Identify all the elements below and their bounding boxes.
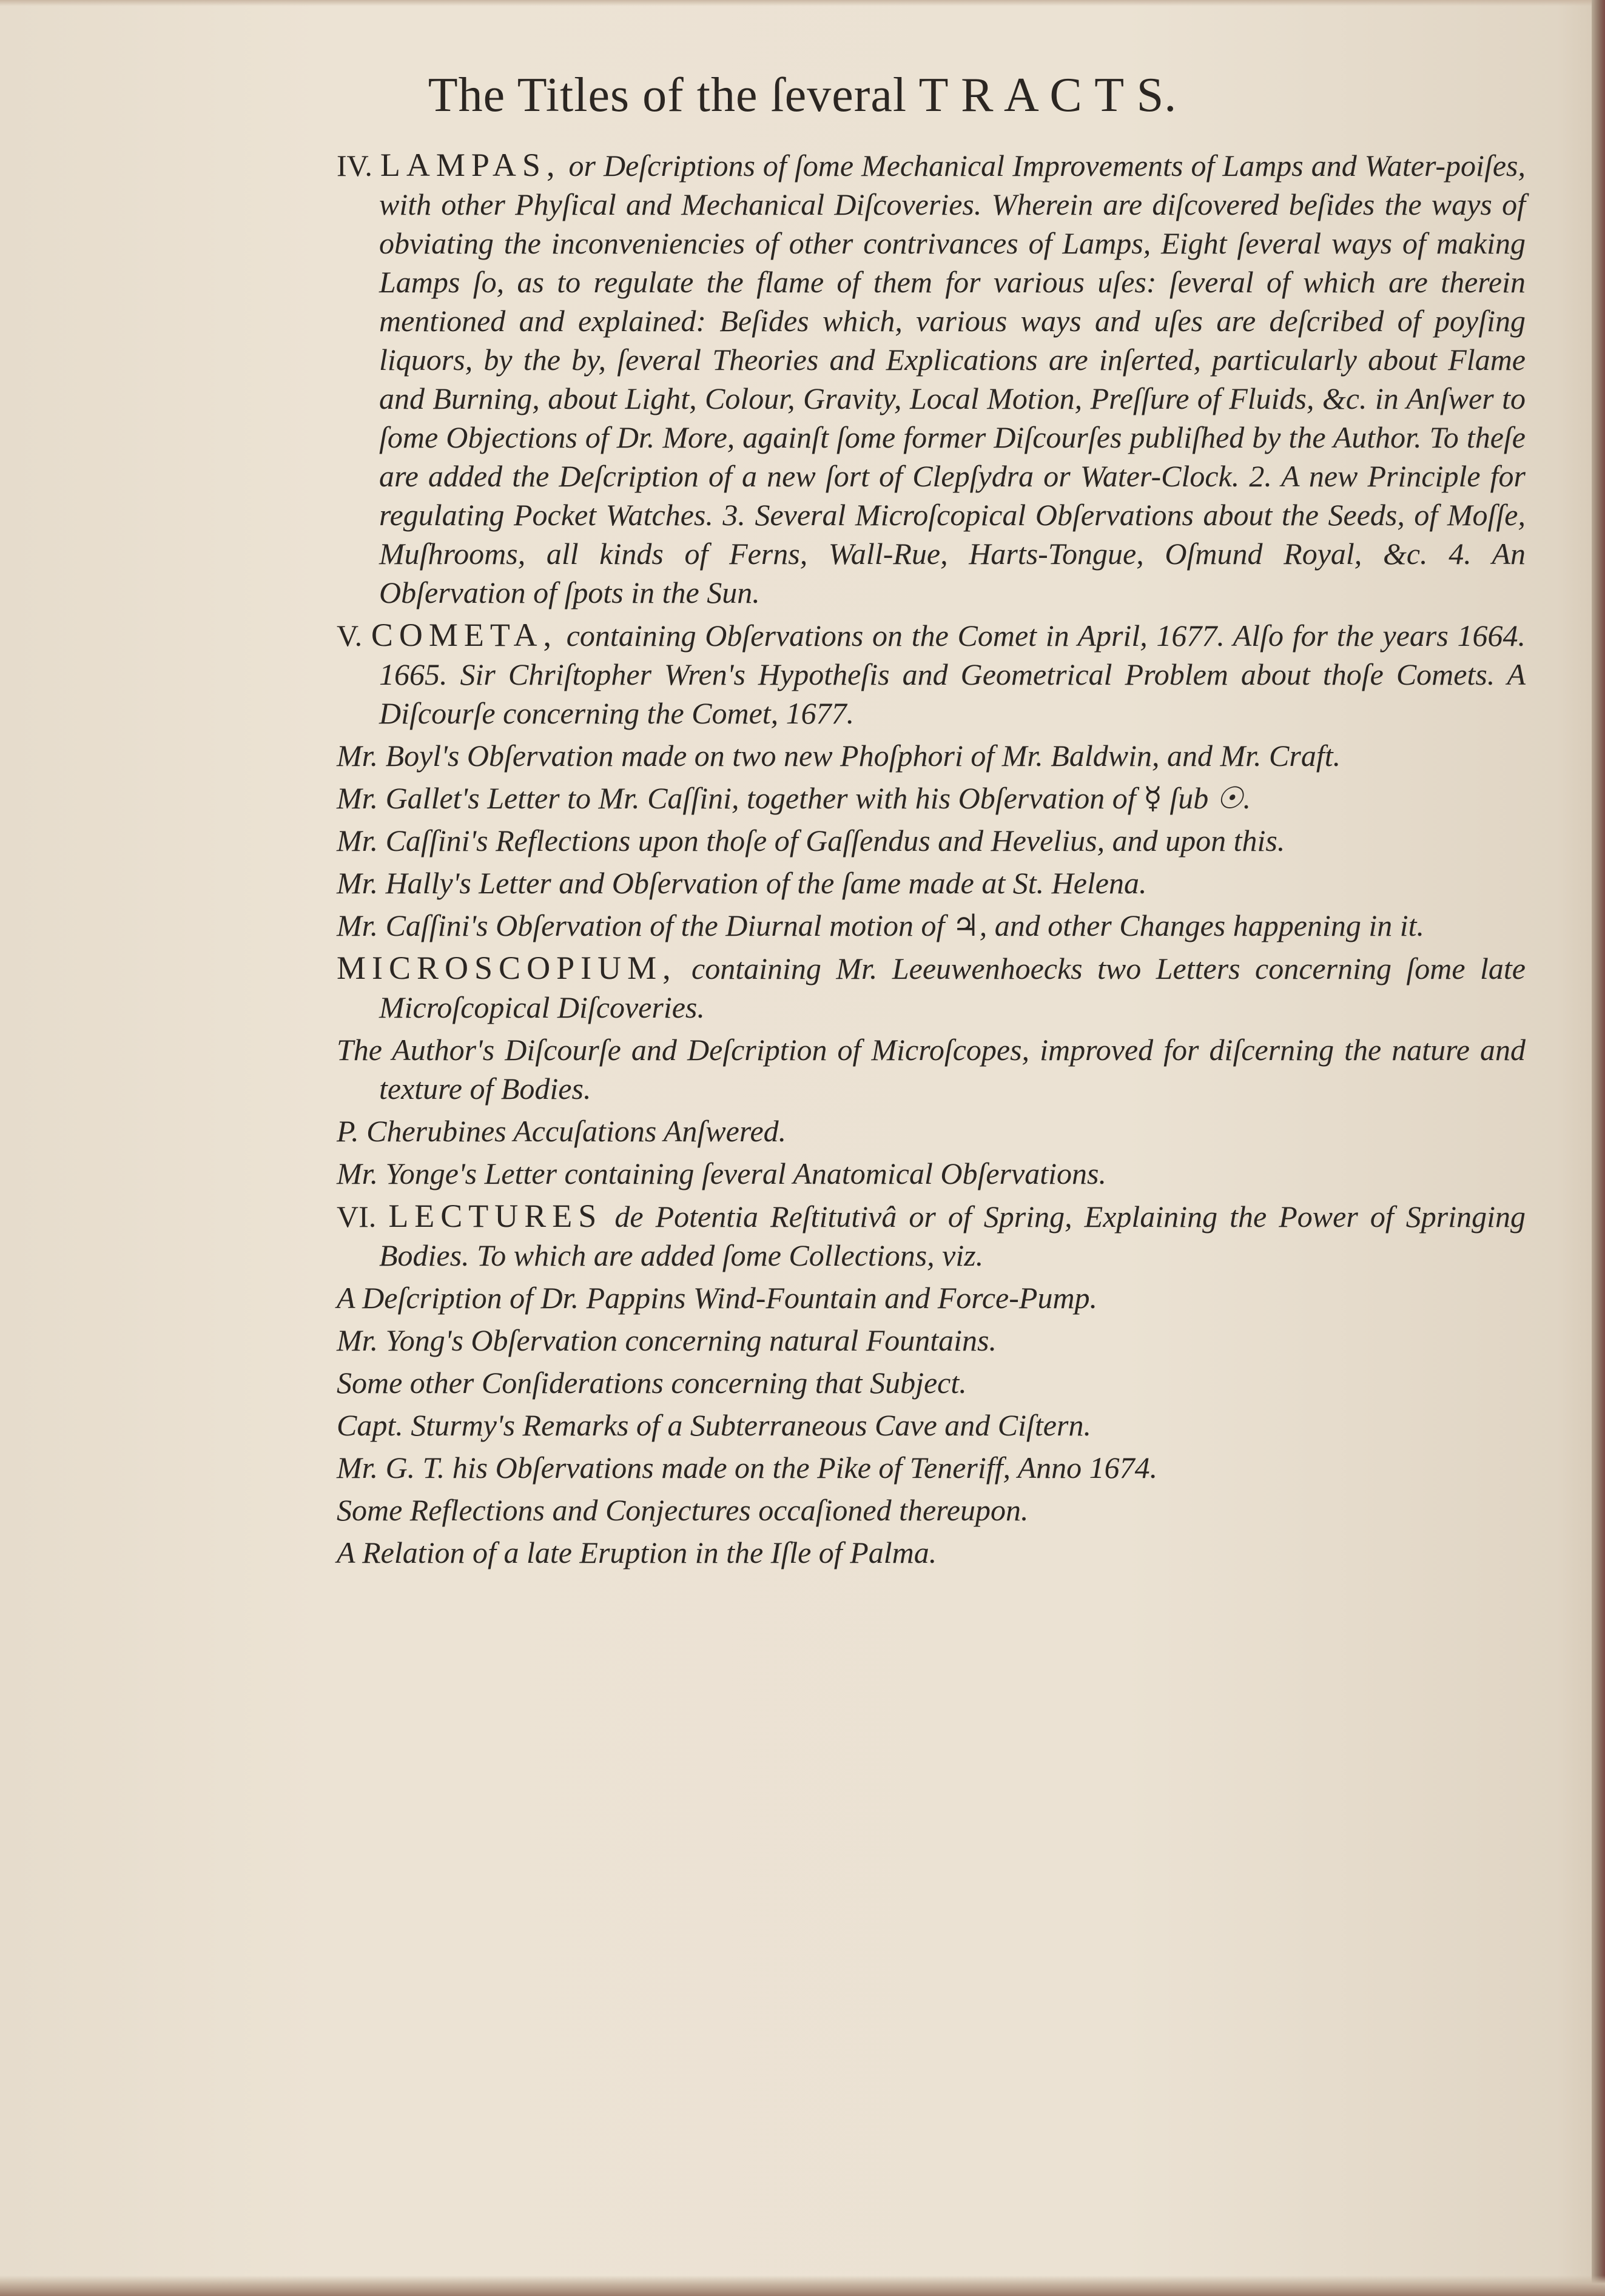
tract-entry xyxy=(337,736,1526,775)
tract-entry xyxy=(337,864,1526,902)
entry-text: containing Mr. Leeuwenhoecks two Letters concerning ſome late Microſcopical Diſcoveries. xyxy=(379,952,1526,1024)
page-top-edge xyxy=(0,0,1605,6)
tract-entry xyxy=(337,146,1526,612)
tract-entry xyxy=(337,779,1526,817)
entry-heading: LAMPAS, xyxy=(380,147,561,183)
entry-number: V. xyxy=(337,619,363,653)
entry-number: IV. xyxy=(337,149,372,183)
tract-entry xyxy=(337,1363,1526,1402)
tract-entry xyxy=(337,1197,1526,1275)
entry-text: Mr. Caſſini's Obſervation of the Diurnal motion of ♃, and other Changes happening in it. xyxy=(337,908,1424,942)
entry-text: Mr. Yonge's Letter containing ſeveral Anatomical Obſervations. xyxy=(337,1156,1106,1190)
entry-text: containing Obſervations on the Comet in April, 1677. Alſo for the years 1664. 1665. Sir Chriſtopher Wren's Hypotheſis and Geometrical Problem about thoſe Comets. A Diſcourſe concerning the Comet, 1677. xyxy=(379,619,1526,730)
tract-entry xyxy=(337,821,1526,860)
entry-text: Some other Conſiderations concerning that Subject. xyxy=(337,1366,967,1400)
page-title: The Titles of the ſeveral T R A C T S. xyxy=(428,69,1177,122)
entry-text: Mr. Gallet's Letter to Mr. Caſſini, together with his Obſervation of ☿ ſub ☉. xyxy=(337,781,1251,815)
entry-text: A Relation of a late Eruption in the Iſle of Palma. xyxy=(337,1536,937,1569)
entry-text: The Author's Diſcourſe and Deſcription of Microſcopes, improved for diſcerning the nature and texture of Bodies. xyxy=(337,1033,1526,1106)
entry-text: Some Reflections and Conjectures occaſioned thereupon. xyxy=(337,1493,1029,1527)
tract-entry xyxy=(337,1321,1526,1360)
entry-text: A Deſcription of Dr. Pappins Wind-Fountain and Force-Pump. xyxy=(337,1281,1098,1315)
entry-text: Mr. G. T. his Obſervations made on the Pike of Teneriff, Anno 1674. xyxy=(337,1451,1158,1485)
page-binding-edge xyxy=(1592,0,1605,2296)
entry-text: Mr. Yong's Obſervation concerning natural Fountains. xyxy=(337,1323,997,1357)
entry-text: Mr. Caſſini's Reflections upon thoſe of Gaſſendus and Hevelius, and upon this. xyxy=(337,824,1285,858)
tracts-list xyxy=(337,146,1526,1576)
entry-heading: COMETA, xyxy=(371,617,558,653)
tract-entry xyxy=(337,1278,1526,1317)
entry-text: Capt. Sturmy's Remarks of a Subterraneous Cave and Ciſtern. xyxy=(337,1408,1091,1442)
tract-entry xyxy=(337,948,1526,1027)
tract-entry xyxy=(337,616,1526,733)
tract-entry xyxy=(337,1491,1526,1529)
tract-entry xyxy=(337,1112,1526,1150)
entry-text: de Potentia Reſtitutivâ or of Spring, Explaining the Power of Springing Bodies. To which are added ſome Collections, viz. xyxy=(379,1200,1526,1272)
tract-entry xyxy=(337,1406,1526,1445)
page-bottom-edge xyxy=(0,2275,1605,2296)
tract-entry xyxy=(337,1030,1526,1108)
tract-entry xyxy=(337,1448,1526,1487)
entry-text: or Deſcriptions of ſome Mechanical Improvements of Lamps and Water-poiſes, with other Phyſical and Mechanical Diſcoveries. Wherein are diſcovered beſides the ways of obviating the inconveniencies of other contrivances of Lamps, Eight ſeveral ways of making Lamps ſo, as to regulate the flame of them for various uſes: ſeveral of which are therein mentioned and explained: Beſides which, various ways and uſes are deſcribed of poyſing liquors, by the by, ſeveral Theories and Explications are inſerted, particularly about Flame and Burning, about Light, Colour, Gravity, Local Motion, Preſſure of Fluids, &c. in Anſwer to ſome Objections of Dr. More, againſt ſome former Diſcourſes publiſhed by the Author. To theſe are added the Deſcription of a new ſort of Clepſydra or Water-Clock. 2. A new Principle for regulating Pocket Watches. 3. Several Microſcopical Obſervations about the Seeds, of Moſſe, Muſhrooms, all kinds of Ferns, Wall-Rue, Harts-Tongue, Oſmund Royal, &c. 4. An Obſervation of ſpots in the Sun. xyxy=(379,149,1526,609)
tract-entry xyxy=(337,1154,1526,1193)
entry-heading: LECTURES xyxy=(388,1198,603,1234)
tract-entry xyxy=(337,906,1526,945)
tract-entry xyxy=(337,1533,1526,1572)
entry-number: VI. xyxy=(337,1200,377,1234)
entry-text: P. Cherubines Accuſations Anſwered. xyxy=(337,1114,787,1148)
entry-text: Mr. Boyl's Obſervation made on two new Phoſphori of Mr. Baldwin, and Mr. Craft. xyxy=(337,739,1341,773)
entry-heading: MICROSCOPIUM, xyxy=(337,950,677,986)
entry-text: Mr. Hally's Letter and Obſervation of the ſame made at St. Helena. xyxy=(337,866,1147,900)
